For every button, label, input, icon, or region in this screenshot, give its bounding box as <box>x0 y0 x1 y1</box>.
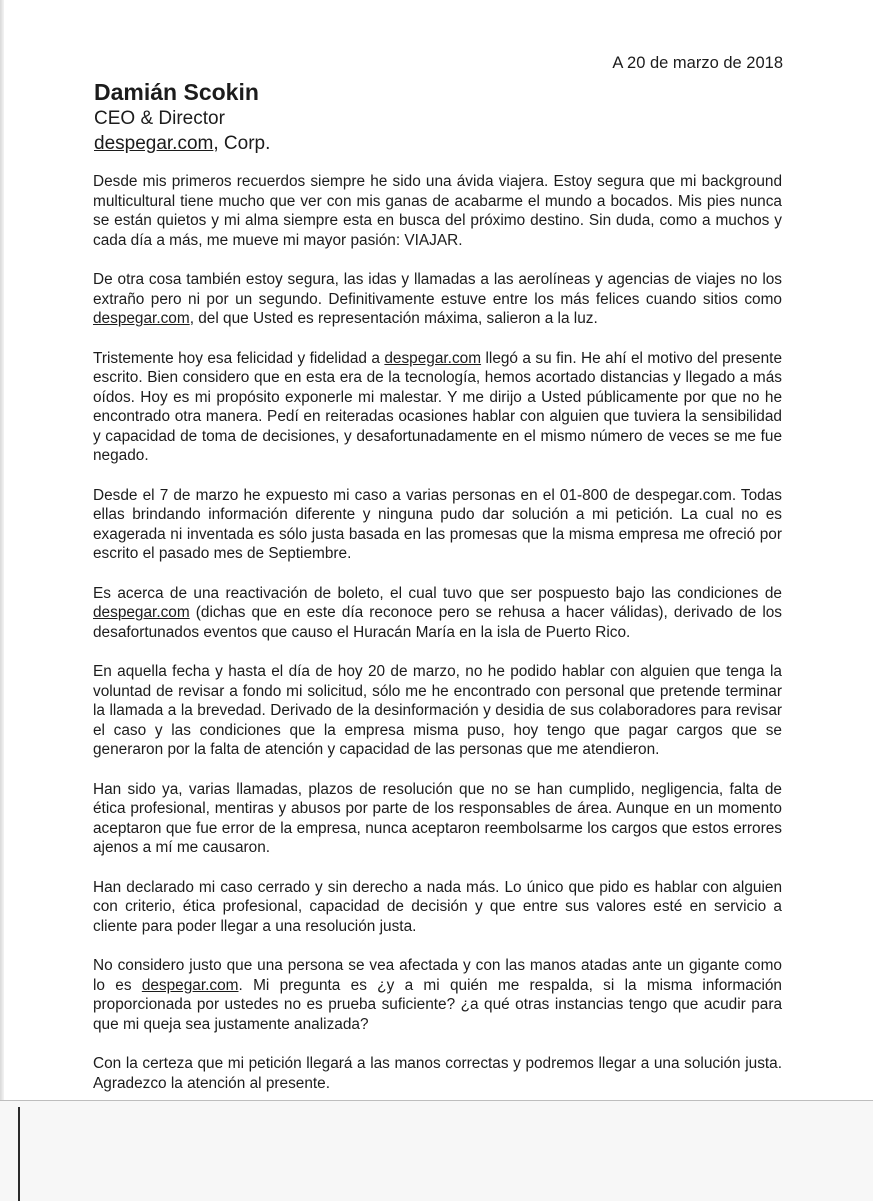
paragraph-text: Tristemente hoy esa felicidad y fidelidad a <box>93 349 385 367</box>
despegar-link[interactable]: despegar.com <box>93 310 190 327</box>
body-paragraph <box>93 662 782 760</box>
paragraph-text: Han declarado mi caso cerrado y sin derecho a nada más. Lo único que pido es hablar con alguien con criterio, ética profesional, capacidad de decisión y que entre sus valores esté en servicio a cliente para poder llegar a una resolución justa. <box>93 878 782 935</box>
letter-date: A 20 de marzo de 2018 <box>612 54 783 72</box>
recipient-role: CEO & Director <box>94 108 225 129</box>
scan-edge <box>0 0 4 1200</box>
paragraph-text: Es acerca de una reactivación de boleto, el cual tuvo que ser pospuesto bajo las condiciones de <box>93 584 782 602</box>
company-suffix: , Corp. <box>213 133 271 154</box>
body-paragraph <box>93 878 782 937</box>
paragraph-text: Desde mis primeros recuerdos siempre he sido una ávida viajera. Estoy segura que mi background multicultural tiene mucho que ver con mis ganas de acabarme el mundo a bocados. Mis pies nunca se están quietos y mi alma siempre esta en busca del próximo destino. Sin duda, como a muchos y cada día a más, me mueve mi mayor pasión: VIAJAR. <box>93 173 782 249</box>
body-paragraph <box>93 486 782 564</box>
recipient-block <box>94 78 270 156</box>
paragraph-text: No considero justo que una persona se vea afectada y con las manos atadas ante un gigante como lo es <box>93 957 782 994</box>
despegar-link[interactable]: despegar.com <box>384 349 482 367</box>
paragraph-text: En aquella fecha y hasta el día de hoy 20 de marzo, no he podido hablar con alguien que tenga la voluntad de revisar a fondo mi solicitud, sólo me he encontrado con personal que pretende terminar la llamada a la brevedad. Derivado de la desinformación y desidia de sus colaboradores para revisar el caso y las condiciones que la empresa misma puso, hoy tengo que pagar cargos que se generaron por la falta de atención y capacidad de las personas que me atendieron. <box>93 663 782 758</box>
body-paragraph <box>93 349 782 466</box>
company-link[interactable]: despegar.com <box>94 133 214 154</box>
closing-text: Con la certeza que mi petición llegará a las manos correctas y podremos llegar a una solución justa. Agradezco la atención al presente. <box>93 1055 782 1092</box>
body-paragraph <box>93 956 782 1034</box>
body-paragraph <box>93 172 782 250</box>
body-paragraph <box>93 584 782 643</box>
paragraph-text: (dichas que en este día reconoce pero se rehusa a hacer válidas), derivado de los desafortunados eventos que causo el Huracán María en la isla de Puerto Rico. <box>93 604 782 641</box>
paragraphs <box>93 172 782 1034</box>
body-paragraph <box>93 270 782 329</box>
paragraph-text: , del que Usted es representación máxima, salieron a la luz. <box>189 310 598 327</box>
paragraph-text: Han sido ya, varias llamadas, plazos de resolución que no se han cumplido, negligencia, falta de ética profesional, mentiras y abusos por parte de los responsables de área. Aunque en un momento aceptaron que fue error de la empresa, nunca aceptaron reembolsarme los cargos que estos errores ajenos a mí me causaron. <box>93 780 782 856</box>
recipient-name: Damián Scokin <box>94 79 259 105</box>
paragraph-text: llegó a su fin. He ahí el motivo del presente escrito. Bien considero que en esta era de la tecnología, hemos acortado distancias y llegado a más oídos. Hoy es mi propósito exponerle mi malestar. Y me dirijo a Usted públicamente por que no he encontrado otra manera. Pedí en reiteradas ocasiones hablar con alguien que tuviera la sensibilidad y capacidad de toma de decisiones, y desafortunadamente en el mismo número de veces se me fue negado. <box>93 349 782 464</box>
paragraph-text: De otra cosa también estoy segura, las idas y llamadas a las aerolíneas y agencias de viajes no los extraño pero ni por un segundo. Definitivamente estuve entre los más felices cuando sitios como <box>93 271 782 308</box>
despegar-link[interactable]: despegar.com <box>141 976 239 994</box>
despegar-link[interactable]: despegar.com <box>93 604 190 621</box>
body-paragraph <box>93 780 782 858</box>
recipient-company <box>94 131 270 156</box>
paragraph-text: . Mi pregunta es ¿y a mi quién me respalda, si la misma información proporcionada por ustedes no es prueba suficiente? ¿a qué otras instancias tengo que acudir para que mi queja sea justamente analizada? <box>93 976 782 1033</box>
scan-background <box>0 1100 873 1201</box>
letter-body <box>93 172 782 1192</box>
paragraph-text: Desde el 7 de marzo he expuesto mi caso a varias personas en el 01-800 de despegar.com. Todas ellas brindando información diferente y ninguna pudo dar solución a mi petición. La cual no es exagerada ni inventada es sólo justa basada en las promesas que la misma empresa me ofreció por escrito el pasado mes de Septiembre. <box>93 486 782 562</box>
